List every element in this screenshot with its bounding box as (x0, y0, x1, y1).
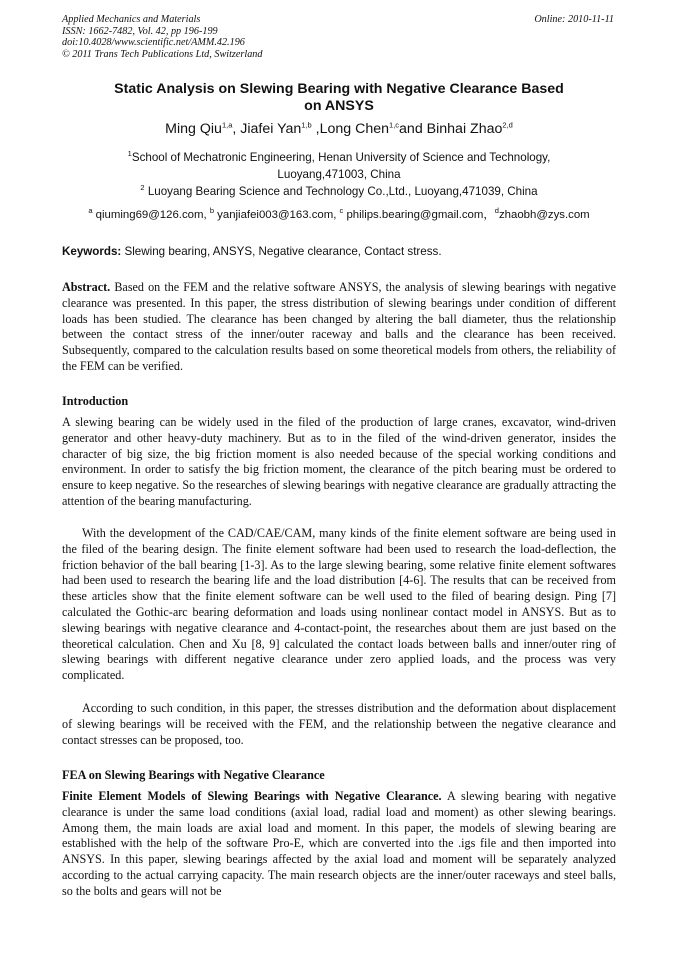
affiliation-1 (62, 150, 616, 184)
email-list (62, 206, 616, 222)
body-paragraph: According to such condition, in this paper, the stresses distribution and the deformation about displacement of slewing bearings will be received with the FEM, and the relationship between the negative clearance and contact stresses can be proposed, too. (62, 701, 616, 747)
email-address: yanjiafei003@163.com, (214, 209, 340, 221)
body-paragraph: With the development of the CAD/CAE/CAM, many kinds of the finite element software are being used in the filed of the bearing design. The finite element software had been used to research the load-deflection, the friction behavior of the ball bearing [1-3]. As to the large slewing bearing, some relative finite element softwares had been used to research the bearing life and the load distribution [4-6]. The results that can be received from these articles show that the finite element software can be well used to the filed of bearing design. Ping [7] calculated the Gothic-arc bearing deformation and loads using nonlinear contact model in ANSYS. But as to slewing bearings with negative clearance and 4-contact-point, the researches about them are just based on the theoretical calculation. Chen and Xu [8, 9] calculated the contact loads between balls and inner/outer ring of slewing bearings with different negative clearance under zero applied loads, and the process was very complicated. (62, 526, 616, 683)
copyright-line: © 2011 Trans Tech Publications Ltd, Switzerland (62, 48, 263, 60)
issn-line: ISSN: 1662-7482, Vol. 42, pp 196-199 (62, 25, 218, 37)
keywords-line (62, 245, 616, 258)
author-affiliation-mark: 1,a (221, 120, 233, 130)
body-text: A slewing bearing with negative clearance is under the same load conditions (axial load, radial load and moment) as other slewing bearings. Among them, the main loads are axial load and moment. In this paper, the models of slewing bearing are established with the help of the software Pro-E, which are converted into the .igs file and then imported into ANSYS. In this paper, slewing bearings affected by the axial load and moment will be separately analyzed according to the actual carrying capacity. The main research objects are the inner/outer raceways and steel balls, so the bolts and gears will not be (62, 789, 616, 898)
title-line-2: on ANSYS (304, 97, 374, 114)
body-paragraph (62, 789, 616, 900)
body-paragraph: A slewing bearing can be widely used in the filed of the production of large cranes, excavator, wind-driven generator and other heavy-duty machinery. But as to in the filed of the wind-driven generator, insides the character of big size, the big friction moment is also needed because of the special working conditions and environment. In order to satisfy the big friction moment, the clearance of the pitch bearing must be ordered to ensure to keep negative. So the researches of slewing bearings with negative clearance are gradually attracting the attention of the bearing manufacturing. (62, 415, 616, 508)
online-date: Online: 2010-11-11 (534, 14, 614, 25)
email-address: zhaobh@zys.com (498, 209, 590, 221)
introduction-heading: Introduction (62, 394, 129, 408)
abstract-paragraph (62, 280, 616, 375)
author-name: , Jiafei Yan (232, 121, 302, 137)
affiliation-text: School of Mechatronic Engineering, Henan University of Science and Technology, (131, 151, 551, 164)
author-name: and Binhai Zhao (399, 121, 503, 137)
section-heading: FEA on Slewing Bearings with Negative Clearance (62, 768, 325, 782)
author-affiliation-mark: 1,b (301, 120, 312, 130)
affiliation-text: Luoyang Bearing Science and Technology Co.,Ltd., Luoyang,471039, China (144, 185, 538, 198)
author-name: ,Long Chen (311, 121, 390, 137)
title-line-1: Static Analysis on Slewing Bearing with Negative Clearance Based (114, 81, 564, 97)
email-mark: b (209, 206, 214, 216)
email-address: philips.bearing@gmail.com， (343, 209, 495, 221)
affiliation-mark: 2 (140, 183, 145, 193)
author-name: Ming Qiu (165, 121, 222, 137)
author-affiliation-mark: 2,d (502, 120, 513, 130)
paper-title (62, 81, 616, 114)
email-address: qiuming69@126.com, (92, 209, 210, 221)
affiliation-text: Luoyang,471003, China (277, 167, 401, 181)
keywords-label: Keywords: (62, 245, 122, 258)
affiliation-mark: 1 (127, 149, 132, 159)
affiliation-2 (62, 184, 616, 201)
keywords-text: Slewing bearing, ANSYS, Negative clearance, Contact stress. (121, 245, 442, 258)
journal-name: Applied Mechanics and Materials (62, 14, 201, 25)
email-mark: a (88, 206, 93, 216)
subsection-label: Finite Element Models of Slewing Bearings with Negative Clearance. (62, 789, 442, 803)
email-mark: c (339, 206, 344, 216)
author-list (62, 121, 616, 137)
journal-header (62, 14, 614, 60)
abstract-text: Based on the FEM and the relative software ANSYS, the analysis of slewing bearings with negative clearance was presented. In this paper, the stress distribution of slewing bearings under condition of different loads has been studied. The clearance has been changed by altering the ball diameter, thus the relationship between the contact stress of the inner/outer raceway and balls and the clearance has been received. Subsequently, compared to the calculation results based on some theoretical models from others, the reliability of the FEM can be verified. (62, 280, 616, 373)
abstract-label: Abstract. (62, 280, 111, 294)
author-affiliation-mark: 1,c (389, 120, 400, 130)
doi-line: doi:10.4028/www.scientific.net/AMM.42.196 (62, 37, 245, 49)
email-mark: d (494, 206, 499, 216)
